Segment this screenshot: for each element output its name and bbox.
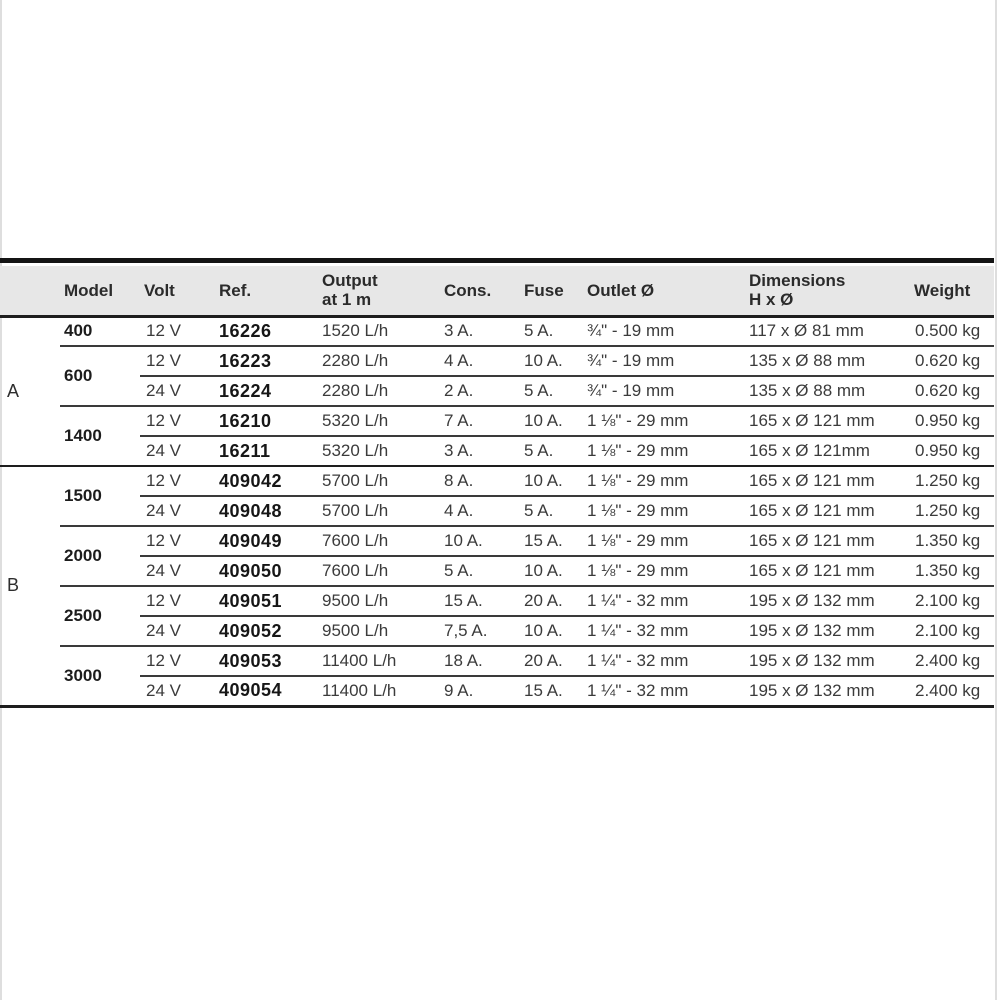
table-row — [0, 556, 994, 586]
cell-ref: 16224 — [215, 376, 318, 406]
cell-cons: 8 A. — [440, 466, 520, 496]
pump-spec-table — [0, 266, 994, 708]
cell-model: 1400 — [60, 406, 140, 466]
cell-output: 5700 L/h — [318, 496, 440, 526]
cell-ref: 409049 — [215, 526, 318, 556]
cell-volt: 24 V — [140, 496, 215, 526]
cell-dimensions: 195 x Ø 132 mm — [745, 586, 910, 616]
table-row — [0, 526, 994, 556]
cell-dimensions: 195 x Ø 132 mm — [745, 676, 910, 706]
cell-weight: 0.620 kg — [910, 376, 994, 406]
cell-fuse: 10 A. — [520, 616, 583, 646]
cell-ref: 16226 — [219, 320, 272, 341]
header-fuse: Fuse — [520, 266, 583, 316]
cell-output: 9500 L/h — [318, 616, 440, 646]
cell-ref: 409048 — [215, 496, 318, 526]
group-label-a: A — [7, 380, 20, 401]
cell-ref: 409042 — [215, 466, 318, 496]
header-dimensions-line2: H x Ø — [749, 290, 794, 310]
cell-weight: 2.100 kg — [910, 616, 994, 646]
cell-fuse: 10 A. — [520, 406, 583, 436]
cell-outlet: ¾" - 19 mm — [583, 346, 745, 376]
cell-weight: 0.950 kg — [910, 436, 994, 466]
cell-volt: 24 V — [140, 436, 215, 466]
cell-model: 3000 — [60, 646, 140, 706]
cell-cons: 7,5 A. — [440, 616, 520, 646]
cell-dimensions: 165 x Ø 121 mm — [745, 406, 910, 436]
cell-weight: 2.400 kg — [910, 646, 994, 676]
cell-outlet: 1 ¼" - 32 mm — [583, 586, 745, 616]
cell-output: 7600 L/h — [318, 526, 440, 556]
cell-outlet: 1 ⅛" - 29 mm — [583, 436, 745, 466]
cell-ref: 409054 — [215, 676, 318, 706]
cell-dimensions: 165 x Ø 121 mm — [745, 556, 910, 586]
header-ref: Ref. — [215, 266, 318, 316]
header-dimensions — [745, 266, 910, 316]
cell-fuse: 5 A. — [520, 436, 583, 466]
header-model: Model — [60, 266, 140, 316]
cell-cons: 7 A. — [440, 406, 520, 436]
cell-dimensions: 165 x Ø 121 mm — [745, 496, 910, 526]
cell-weight: 1.350 kg — [910, 556, 994, 586]
cell-cons: 4 A. — [440, 346, 520, 376]
cell-dimensions: 135 x Ø 88 mm — [745, 346, 910, 376]
cell-outlet: ¾" - 19 mm — [583, 376, 745, 406]
cell-output: 5700 L/h — [318, 466, 440, 496]
cell-volt: 12 V — [140, 526, 215, 556]
cell-dimensions: 165 x Ø 121 mm — [745, 466, 910, 496]
cell-cons: 10 A. — [440, 526, 520, 556]
cell-fuse: 10 A. — [520, 346, 583, 376]
cell-output: 11400 L/h — [318, 676, 440, 706]
cell-outlet: 1 ¼" - 32 mm — [583, 646, 745, 676]
table-body — [0, 316, 994, 706]
cell-outlet: 1 ⅛" - 29 mm — [583, 466, 745, 496]
table-row — [0, 496, 994, 526]
table-row — [0, 466, 994, 496]
table-row — [0, 436, 994, 466]
cell-outlet: 1 ⅛" - 29 mm — [583, 556, 745, 586]
cell-weight: 0.950 kg — [910, 406, 994, 436]
cell-volt: 24 V — [140, 556, 215, 586]
cell-cons: 18 A. — [440, 646, 520, 676]
spec-table-container — [0, 258, 994, 708]
cell-cons: 15 A. — [440, 586, 520, 616]
cell-outlet: ¾" - 19 mm — [587, 321, 675, 341]
header-output — [318, 266, 440, 316]
header-weight: Weight — [910, 266, 994, 316]
header-outlet: Outlet Ø — [583, 266, 745, 316]
cell-ref: 16211 — [215, 436, 318, 466]
cell-fuse: 5 A. — [524, 321, 554, 341]
table-top-border — [0, 258, 994, 263]
cell-ref: 409052 — [215, 616, 318, 646]
cell-output: 9500 L/h — [318, 586, 440, 616]
cell-cons: 3 A. — [444, 321, 474, 341]
header-row — [0, 266, 994, 316]
cell-volt: 24 V — [140, 616, 215, 646]
table-row — [0, 646, 994, 676]
cell-model: 600 — [60, 346, 140, 406]
cell-volt: 12 V — [140, 586, 215, 616]
cell-dimensions: 165 x Ø 121mm — [745, 436, 910, 466]
cell-output: 2280 L/h — [318, 376, 440, 406]
cell-weight: 2.100 kg — [910, 586, 994, 616]
table-header — [0, 266, 994, 316]
cell-fuse: 5 A. — [520, 376, 583, 406]
cell-weight: 0.500 kg — [915, 321, 981, 341]
cell-fuse: 20 A. — [520, 646, 583, 676]
group-label-b: B — [0, 466, 60, 706]
cell-fuse: 15 A. — [520, 526, 583, 556]
cell-ref: 409050 — [215, 556, 318, 586]
cell-outlet: 1 ⅛" - 29 mm — [583, 406, 745, 436]
cell-fuse: 10 A. — [520, 466, 583, 496]
cell-output: 11400 L/h — [318, 646, 440, 676]
cell-cons: 9 A. — [440, 676, 520, 706]
cell-model: 2000 — [60, 526, 140, 586]
table-row — [0, 316, 994, 346]
cell-volt: 24 V — [140, 676, 215, 706]
header-volt: Volt — [140, 266, 215, 316]
cell-dimensions: 135 x Ø 88 mm — [745, 376, 910, 406]
table-row — [0, 586, 994, 616]
cell-ref: 16223 — [215, 346, 318, 376]
cell-weight: 1.250 kg — [910, 496, 994, 526]
cell-volt: 12 V — [140, 346, 215, 376]
header-output-line2: at 1 m — [322, 290, 372, 310]
cell-outlet: 1 ⅛" - 29 mm — [583, 526, 745, 556]
cell-fuse: 5 A. — [520, 496, 583, 526]
cell-volt: 24 V — [140, 376, 215, 406]
cell-outlet: 1 ⅛" - 29 mm — [583, 496, 745, 526]
table-row — [0, 346, 994, 376]
cell-outlet: 1 ¼" - 32 mm — [583, 676, 745, 706]
header-cons: Cons. — [440, 266, 520, 316]
cell-model: 400 — [64, 321, 93, 341]
cell-ref: 409053 — [215, 646, 318, 676]
cell-cons: 2 A. — [440, 376, 520, 406]
cell-cons: 4 A. — [440, 496, 520, 526]
table-row — [0, 676, 994, 706]
cell-fuse: 20 A. — [520, 586, 583, 616]
cell-dimensions: 165 x Ø 121 mm — [745, 526, 910, 556]
cell-output: 5320 L/h — [318, 436, 440, 466]
header-dimensions-line1: Dimensions — [749, 271, 846, 291]
cell-volt: 12 V — [146, 321, 181, 341]
cell-fuse: 15 A. — [520, 676, 583, 706]
cell-cons: 5 A. — [440, 556, 520, 586]
table-row — [0, 616, 994, 646]
cell-volt: 12 V — [140, 406, 215, 436]
cell-outlet: 1 ¼" - 32 mm — [583, 616, 745, 646]
cell-output: 5320 L/h — [318, 406, 440, 436]
cell-output: 1520 L/h — [322, 321, 389, 341]
cell-weight: 0.620 kg — [910, 346, 994, 376]
cell-volt: 12 V — [140, 646, 215, 676]
table-row — [0, 376, 994, 406]
table-row — [0, 406, 994, 436]
cell-dimensions: 195 x Ø 132 mm — [745, 616, 910, 646]
cell-ref: 16210 — [215, 406, 318, 436]
cell-fuse: 10 A. — [520, 556, 583, 586]
cell-ref: 409051 — [215, 586, 318, 616]
cell-dimensions: 195 x Ø 132 mm — [745, 646, 910, 676]
header-output-line1: Output — [322, 271, 378, 291]
cell-output: 7600 L/h — [318, 556, 440, 586]
cell-weight: 1.250 kg — [910, 466, 994, 496]
cell-cons: 3 A. — [440, 436, 520, 466]
cell-volt: 12 V — [140, 466, 215, 496]
cell-weight: 1.350 kg — [910, 526, 994, 556]
cell-weight: 2.400 kg — [910, 676, 994, 706]
cell-model: 2500 — [60, 586, 140, 646]
header-group — [0, 266, 60, 316]
page-right-border — [995, 0, 997, 1000]
cell-dimensions: 117 x Ø 81 mm — [749, 321, 864, 341]
cell-output: 2280 L/h — [318, 346, 440, 376]
cell-model: 1500 — [60, 466, 140, 526]
